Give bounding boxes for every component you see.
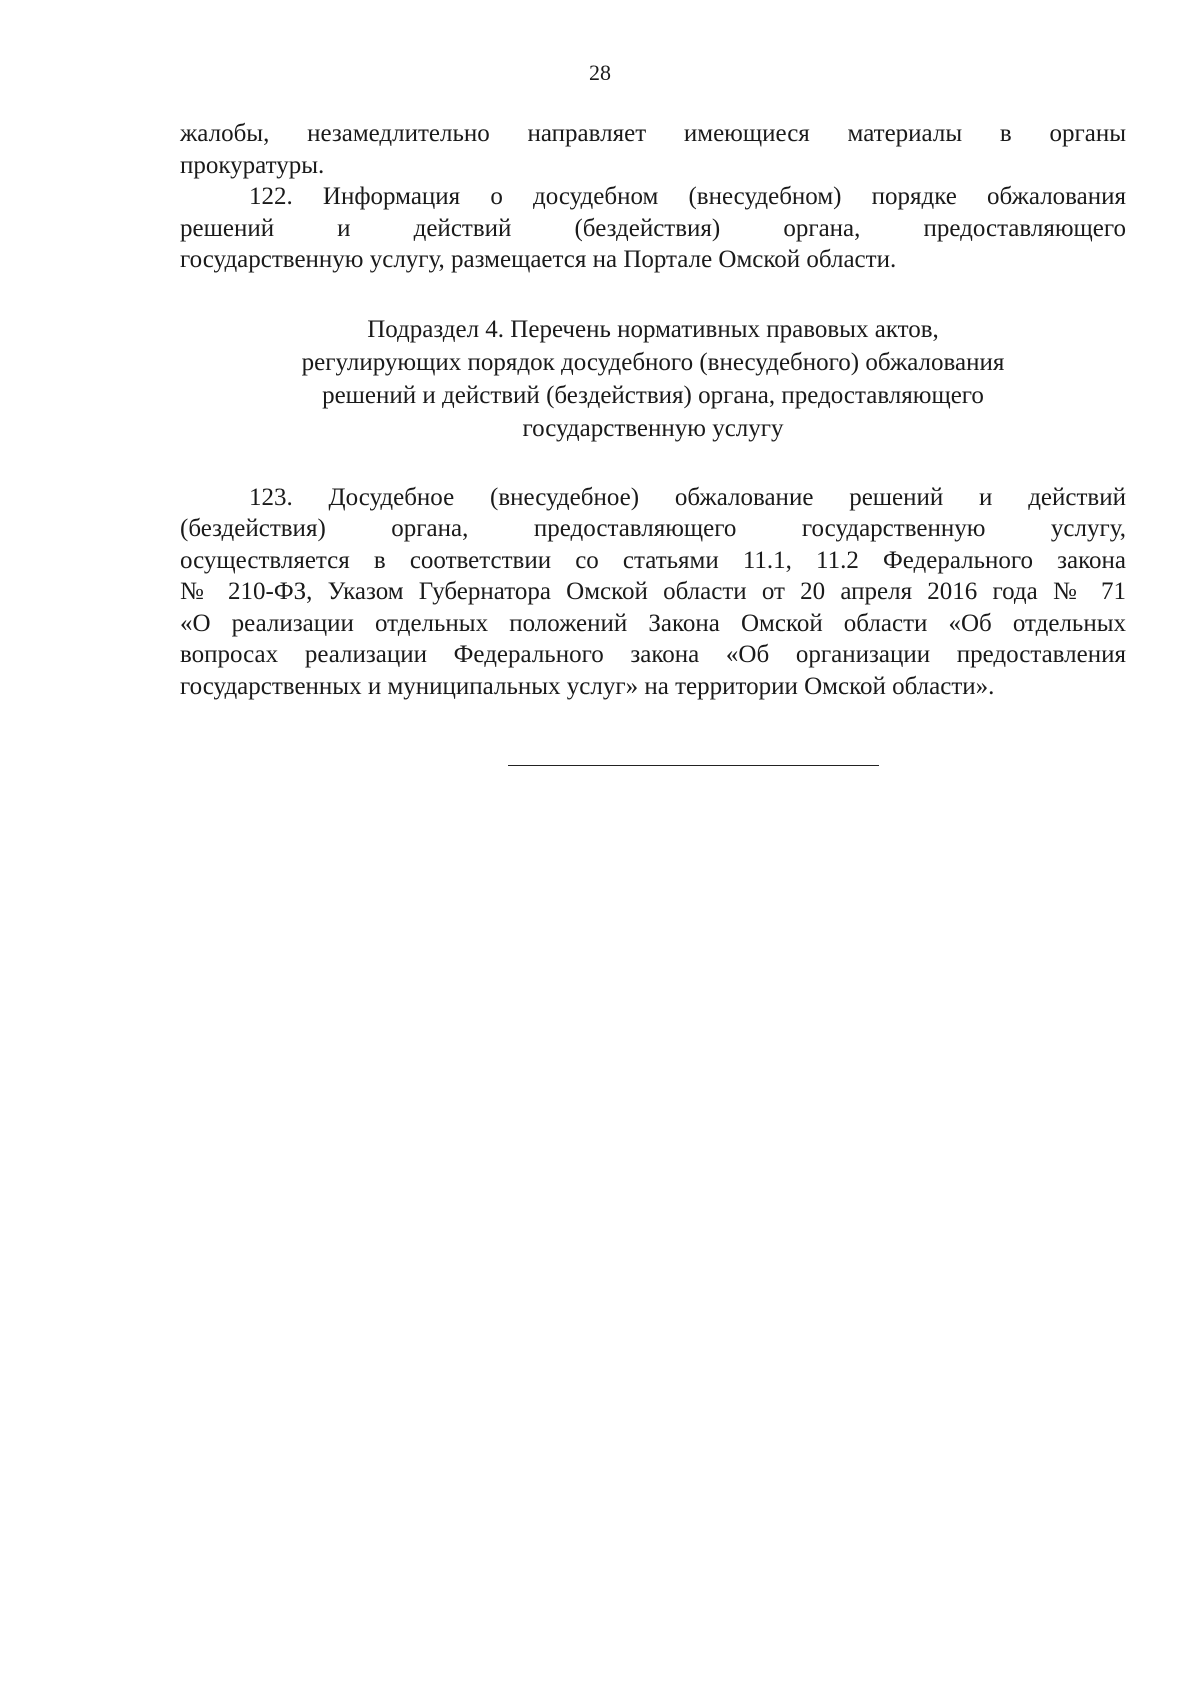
text-line: решений и действий (бездействия) органа, предоставляющего [180, 214, 1126, 242]
subsection-heading [180, 313, 1126, 445]
paragraph-123 [180, 482, 1126, 703]
text-line: 122. Информация о досудебном (внесудебном) порядке обжалования [249, 183, 1126, 210]
text-line: государственных и муниципальных услуг» на территории Омской области». [180, 672, 995, 700]
text-line: жалобы, незамедлительно направляет имеющиеся материалы в органы [180, 120, 1126, 147]
text-line: прокуратуры. [180, 151, 325, 179]
text-line: (бездействия) органа, предоставляющего государственную услугу, [180, 515, 1126, 542]
heading-line: государственную услугу [522, 414, 784, 442]
heading-line: регулирующих порядок досудебного (внесудебного) обжалования [301, 348, 1005, 376]
heading-line: Подраздел 4. Перечень нормативных правовых актов, [367, 315, 939, 343]
text-line: 123. Досудебное (внесудебное) обжалование решений и действий [249, 483, 1126, 511]
text-line: осуществляется в соответствии со статьями 11.1, 11.2 Федерального закона [180, 546, 1126, 574]
paragraph-continuation [180, 118, 1126, 181]
text-line: государственную услугу, размещается на Портале Омской области. [180, 246, 897, 273]
page-number: 28 [589, 60, 611, 85]
end-divider [508, 765, 879, 766]
text-line: № 210-ФЗ, Указом Губернатора Омской области от 20 апреля 2016 года № 71 [180, 578, 1126, 605]
text-line: вопросах реализации Федерального закона «Об организации предоставления [180, 641, 1126, 668]
document-body [180, 118, 1126, 702]
paragraph-122 [180, 181, 1126, 276]
text-line: «О реализации отдельных положений Закона Омской области «Об отдельных [180, 609, 1126, 637]
heading-line: решений и действий (бездействия) органа, предоставляющего [322, 381, 984, 409]
